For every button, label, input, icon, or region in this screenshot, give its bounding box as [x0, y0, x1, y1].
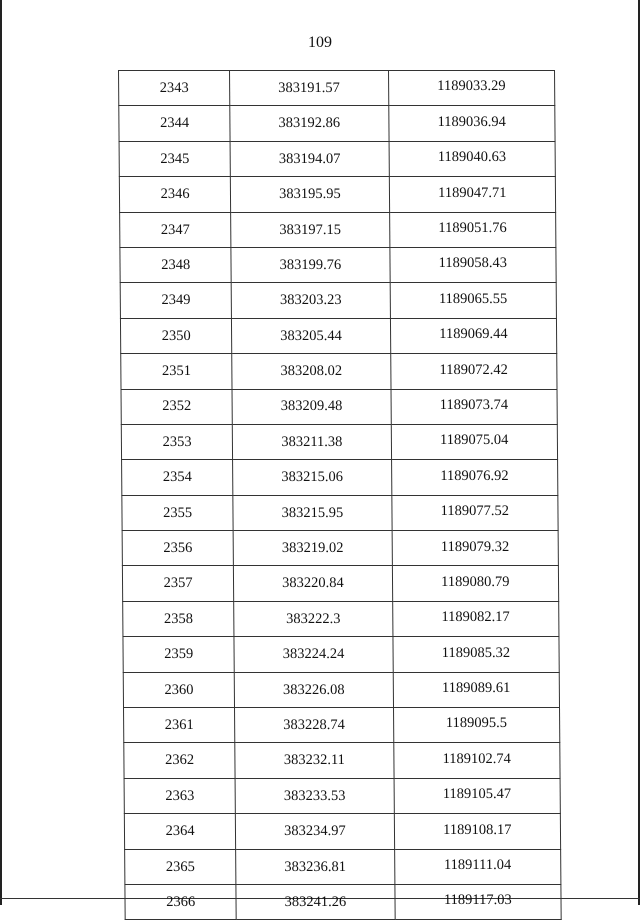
- x-coordinate-cell: 383224.24: [234, 637, 393, 672]
- x-coordinate-cell: 383209.48: [232, 389, 391, 424]
- point-id-cell: 2343: [119, 71, 231, 106]
- table-row: [120, 318, 556, 353]
- table-row: [120, 212, 556, 247]
- point-id-cell: 2353: [121, 424, 233, 459]
- y-coordinate-cell: 1189079.32: [392, 531, 559, 566]
- table-row: [125, 884, 561, 919]
- x-coordinate-cell: 383197.15: [231, 212, 390, 247]
- point-id-cell: 2349: [120, 283, 232, 318]
- point-id-cell: 2363: [124, 778, 236, 813]
- x-coordinate-cell: 383226.08: [234, 672, 393, 707]
- table-row: [119, 71, 555, 106]
- table-row: [124, 743, 560, 778]
- y-coordinate-cell: 1189077.52: [391, 495, 558, 530]
- point-id-cell: 2344: [119, 106, 231, 141]
- x-coordinate-cell: 383203.23: [231, 283, 390, 318]
- table-row: [119, 177, 555, 212]
- point-id-cell: 2351: [121, 354, 233, 389]
- x-coordinate-cell: 383220.84: [234, 566, 393, 601]
- y-coordinate-cell: 1189111.04: [394, 849, 561, 884]
- y-coordinate-cell: 1189072.42: [390, 354, 557, 389]
- point-id-cell: 2358: [123, 601, 235, 636]
- x-coordinate-cell: 383228.74: [235, 708, 394, 743]
- table-row: [122, 460, 558, 495]
- y-coordinate-cell: 1189105.47: [394, 778, 561, 813]
- table-row: [120, 247, 556, 282]
- point-id-cell: 2350: [120, 318, 232, 353]
- table-row: [124, 778, 560, 813]
- x-coordinate-cell: 383233.53: [235, 778, 394, 813]
- x-coordinate-cell: 383191.57: [230, 71, 389, 106]
- point-id-cell: 2348: [120, 247, 232, 282]
- y-coordinate-cell: 1189089.61: [393, 672, 560, 707]
- table-row: [121, 389, 557, 424]
- point-id-cell: 2360: [123, 672, 235, 707]
- y-coordinate-cell: 1189069.44: [390, 318, 557, 353]
- x-coordinate-cell: 383215.95: [233, 495, 392, 530]
- point-id-cell: 2345: [119, 141, 231, 176]
- y-coordinate-cell: 1189075.04: [391, 424, 558, 459]
- table-row: [123, 601, 559, 636]
- table-row: [121, 424, 557, 459]
- y-coordinate-cell: 1189085.32: [393, 637, 560, 672]
- table-row: [122, 531, 558, 566]
- y-coordinate-cell: 1189051.76: [389, 212, 556, 247]
- y-coordinate-cell: 1189117.03: [395, 884, 562, 919]
- point-id-cell: 2347: [120, 212, 232, 247]
- x-coordinate-cell: 383199.76: [231, 247, 390, 282]
- x-coordinate-cell: 383211.38: [233, 424, 392, 459]
- page-number: 109: [308, 34, 332, 51]
- table-row: [119, 141, 555, 176]
- point-id-cell: 2346: [119, 177, 231, 212]
- y-coordinate-cell: 1189065.55: [390, 283, 557, 318]
- y-coordinate-cell: 1189040.63: [389, 141, 556, 176]
- x-coordinate-cell: 383208.02: [232, 354, 391, 389]
- y-coordinate-cell: 1189102.74: [393, 743, 560, 778]
- x-coordinate-cell: 383219.02: [233, 531, 392, 566]
- x-coordinate-cell: 383192.86: [230, 106, 389, 141]
- point-id-cell: 2359: [123, 637, 235, 672]
- y-coordinate-cell: 1189076.92: [391, 460, 558, 495]
- point-id-cell: 2355: [122, 495, 234, 530]
- y-coordinate-cell: 1189095.5: [393, 708, 560, 743]
- table-row: [122, 566, 558, 601]
- y-coordinate-cell: 1189047.71: [389, 177, 556, 212]
- x-coordinate-cell: 383194.07: [230, 141, 389, 176]
- point-id-cell: 2362: [124, 743, 236, 778]
- table-row: [123, 672, 559, 707]
- y-coordinate-cell: 1189108.17: [394, 814, 561, 849]
- y-coordinate-cell: 1189073.74: [391, 389, 558, 424]
- point-id-cell: 2354: [122, 460, 234, 495]
- table-row: [125, 849, 561, 884]
- y-coordinate-cell: 1189036.94: [388, 106, 555, 141]
- y-coordinate-cell: 1189080.79: [392, 566, 559, 601]
- x-coordinate-cell: 383195.95: [231, 177, 390, 212]
- table-row: [124, 708, 560, 743]
- table-row: [124, 814, 560, 849]
- point-id-cell: 2361: [124, 708, 236, 743]
- x-coordinate-cell: 383241.26: [236, 884, 395, 919]
- table-row: [119, 106, 555, 141]
- point-id-cell: 2364: [124, 814, 236, 849]
- x-coordinate-cell: 383205.44: [232, 318, 391, 353]
- table-row: [120, 283, 556, 318]
- point-id-cell: 2366: [125, 884, 237, 919]
- x-coordinate-cell: 383232.11: [235, 743, 394, 778]
- point-id-cell: 2357: [122, 566, 234, 601]
- y-coordinate-cell: 1189082.17: [392, 601, 559, 636]
- coordinate-table: [118, 70, 562, 920]
- table-row: [123, 637, 559, 672]
- point-id-cell: 2356: [122, 531, 234, 566]
- table-body: [119, 71, 562, 920]
- x-coordinate-cell: 383215.06: [233, 460, 392, 495]
- y-coordinate-cell: 1189033.29: [388, 71, 555, 106]
- y-coordinate-cell: 1189058.43: [390, 247, 557, 282]
- x-coordinate-cell: 383236.81: [236, 849, 395, 884]
- x-coordinate-cell: 383234.97: [236, 814, 395, 849]
- point-id-cell: 2352: [121, 389, 233, 424]
- x-coordinate-cell: 383222.3: [234, 601, 393, 636]
- table-row: [122, 495, 558, 530]
- table-row: [121, 354, 557, 389]
- point-id-cell: 2365: [125, 849, 237, 884]
